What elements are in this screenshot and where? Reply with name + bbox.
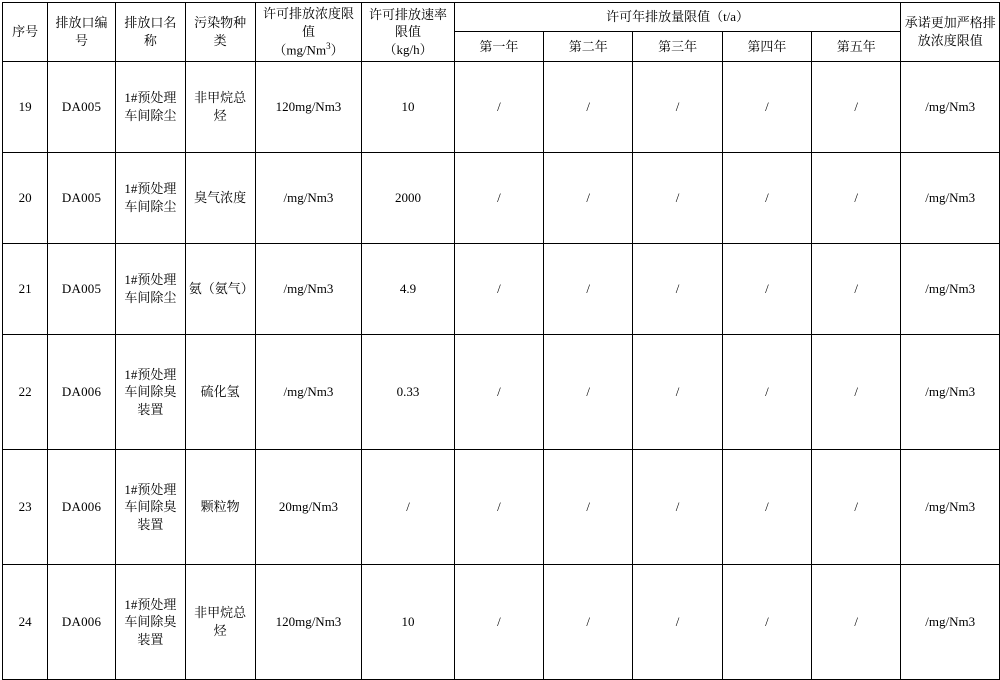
table-header (3, 3, 1000, 62)
cell-stricter: /mg/Nm3 (901, 243, 1000, 334)
cell-outlet-name: 1#预处理车间除臭装置 (115, 334, 185, 449)
emission-permit-table (2, 2, 1000, 680)
cell-index: 21 (3, 243, 48, 334)
document-page (0, 2, 1000, 647)
cell-pollutant: 臭气浓度 (185, 152, 255, 243)
cell-stricter: /mg/Nm3 (901, 152, 1000, 243)
header-year-5: 第五年 (812, 32, 901, 61)
header-concentration-unit-sup: 3 (326, 41, 331, 52)
cell-outlet-name: 1#预处理车间除尘 (115, 61, 185, 152)
header-concentration-unit-close: ） (330, 42, 344, 58)
cell-rate-limit: / (362, 449, 454, 564)
header-concentration-limit (255, 3, 362, 62)
cell-outlet-code: DA005 (48, 243, 116, 334)
header-year-2: 第二年 (544, 32, 633, 61)
cell-year-3: / (633, 61, 722, 152)
cell-year-1: / (454, 564, 543, 679)
cell-year-2: / (544, 152, 633, 243)
cell-year-3: / (633, 449, 722, 564)
cell-outlet-name: 1#预处理车间除臭装置 (115, 449, 185, 564)
cell-pollutant: 硫化氢 (185, 334, 255, 449)
cell-outlet-name: 1#预处理车间除臭装置 (115, 564, 185, 679)
cell-stricter: /mg/Nm3 (901, 564, 1000, 679)
header-concentration-limit-text: 许可排放浓度限值 (262, 6, 354, 39)
cell-year-2: / (544, 564, 633, 679)
table-row (3, 152, 1000, 243)
cell-index: 24 (3, 564, 48, 679)
cell-outlet-code: DA005 (48, 152, 116, 243)
table-body (3, 61, 1000, 679)
cell-pollutant: 氨（氨气） (185, 243, 255, 334)
cell-outlet-code: DA006 (48, 449, 116, 564)
cell-index: 19 (3, 61, 48, 152)
table-row (3, 334, 1000, 449)
cell-year-4: / (722, 152, 811, 243)
cell-stricter: /mg/Nm3 (901, 61, 1000, 152)
header-stricter-commitment: 承诺更加严格排放浓度限值 (901, 3, 1000, 62)
cell-year-1: / (454, 152, 543, 243)
cell-year-3: / (633, 334, 722, 449)
cell-outlet-name: 1#预处理车间除尘 (115, 152, 185, 243)
cell-year-5: / (812, 152, 901, 243)
header-index: 序号 (3, 3, 48, 62)
cell-concentration-limit: /mg/Nm3 (255, 334, 362, 449)
cell-outlet-code: DA006 (48, 334, 116, 449)
cell-rate-limit: 4.9 (362, 243, 454, 334)
cell-year-3: / (633, 152, 722, 243)
cell-year-1: / (454, 243, 543, 334)
cell-index: 20 (3, 152, 48, 243)
cell-year-5: / (812, 61, 901, 152)
cell-outlet-code: DA006 (48, 564, 116, 679)
cell-year-2: / (544, 449, 633, 564)
header-year-4: 第四年 (722, 32, 811, 61)
cell-rate-limit: 10 (362, 564, 454, 679)
cell-year-5: / (812, 564, 901, 679)
cell-concentration-limit: 20mg/Nm3 (255, 449, 362, 564)
cell-year-4: / (722, 564, 811, 679)
cell-stricter: /mg/Nm3 (901, 449, 1000, 564)
cell-year-3: / (633, 243, 722, 334)
cell-rate-limit: 2000 (362, 152, 454, 243)
cell-year-4: / (722, 334, 811, 449)
table-row (3, 61, 1000, 152)
cell-concentration-limit: 120mg/Nm3 (255, 61, 362, 152)
cell-index: 22 (3, 334, 48, 449)
header-year-1: 第一年 (454, 32, 543, 61)
header-outlet-name: 排放口名称 (115, 3, 185, 62)
header-concentration-unit-open: （mg/Nm (273, 42, 327, 58)
cell-pollutant: 非甲烷总烃 (185, 564, 255, 679)
cell-pollutant: 非甲烷总烃 (185, 61, 255, 152)
cell-year-1: / (454, 334, 543, 449)
cell-year-2: / (544, 243, 633, 334)
cell-stricter: /mg/Nm3 (901, 334, 1000, 449)
cell-concentration-limit: 120mg/Nm3 (255, 564, 362, 679)
header-rate-limit-text: 许可排放速率限值 (369, 6, 448, 40)
header-rate-limit-unit: （kg/h） (383, 41, 433, 57)
cell-year-5: / (812, 243, 901, 334)
table-row (3, 243, 1000, 334)
cell-index: 23 (3, 449, 48, 564)
cell-year-4: / (722, 243, 811, 334)
cell-outlet-code: DA005 (48, 61, 116, 152)
cell-year-5: / (812, 334, 901, 449)
cell-concentration-limit: /mg/Nm3 (255, 243, 362, 334)
cell-outlet-name: 1#预处理车间除尘 (115, 243, 185, 334)
table-row (3, 449, 1000, 564)
cell-rate-limit: 0.33 (362, 334, 454, 449)
cell-year-5: / (812, 449, 901, 564)
cell-concentration-limit: /mg/Nm3 (255, 152, 362, 243)
header-pollutant: 污染物种类 (185, 3, 255, 62)
table-row (3, 564, 1000, 679)
cell-pollutant: 颗粒物 (185, 449, 255, 564)
cell-year-2: / (544, 334, 633, 449)
cell-year-3: / (633, 564, 722, 679)
cell-year-1: / (454, 61, 543, 152)
cell-year-1: / (454, 449, 543, 564)
cell-year-4: / (722, 449, 811, 564)
cell-rate-limit: 10 (362, 61, 454, 152)
header-annual-group: 许可年排放量限值（t/a） (454, 3, 901, 32)
header-outlet-code: 排放口编号 (48, 3, 116, 62)
cell-year-2: / (544, 61, 633, 152)
header-row-top (3, 3, 1000, 32)
cell-year-4: / (722, 61, 811, 152)
header-year-3: 第三年 (633, 32, 722, 61)
header-rate-limit (362, 3, 454, 62)
